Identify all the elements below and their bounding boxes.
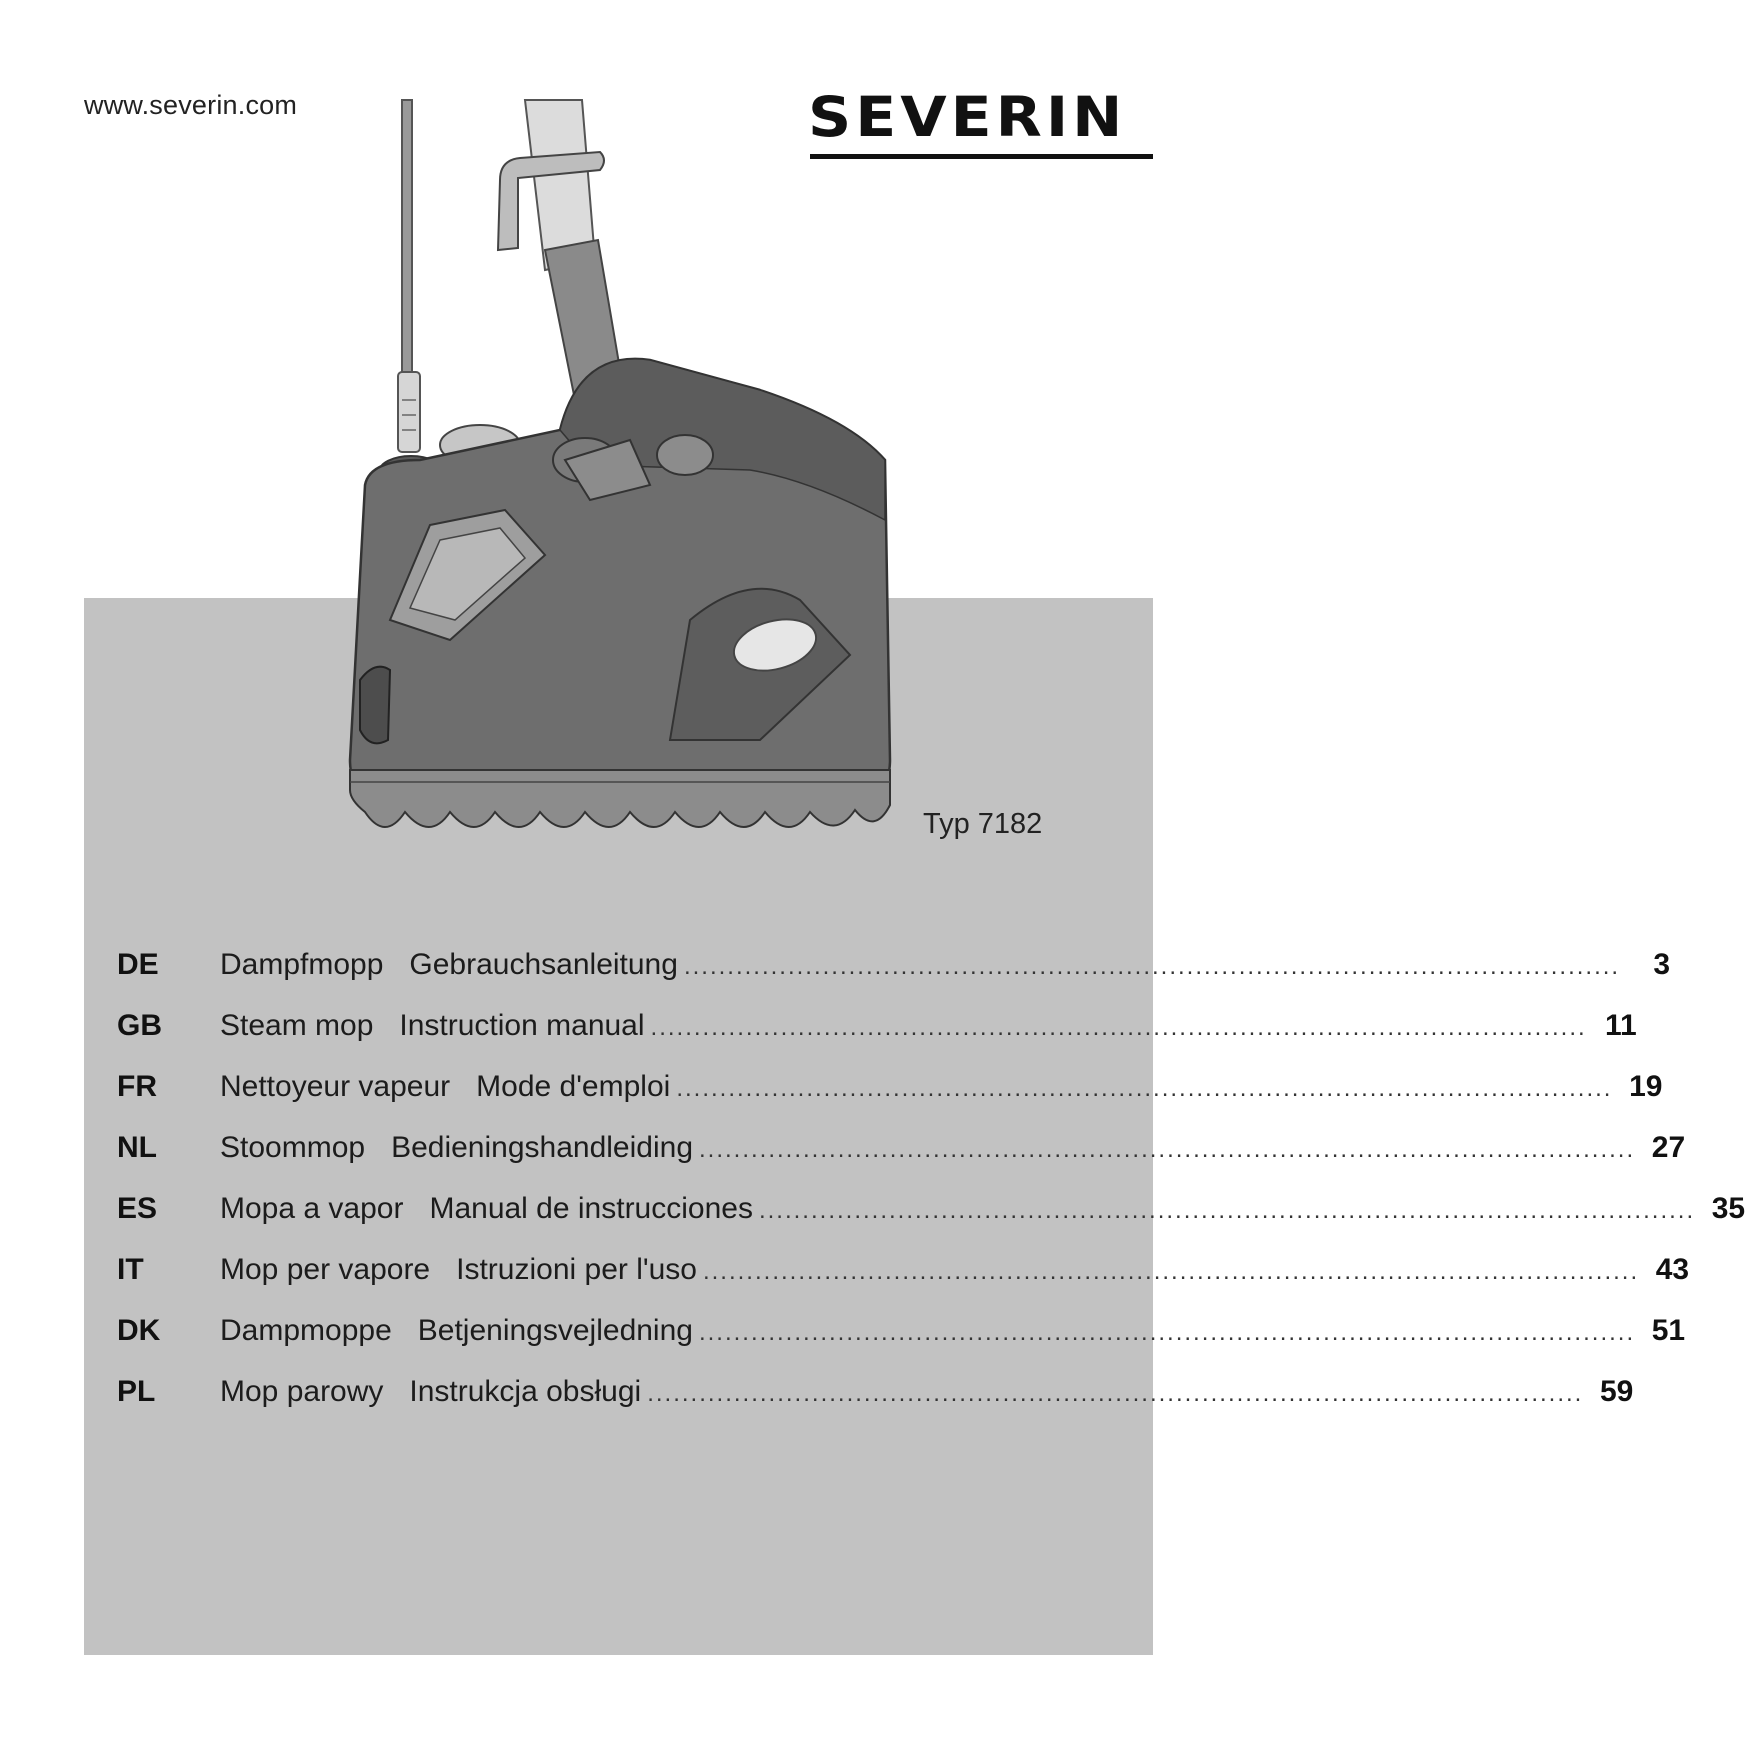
product-name: Mopa a vapor bbox=[220, 1192, 404, 1225]
toc-row-pl[interactable] bbox=[117, 1372, 1634, 1433]
page-number: 43 bbox=[1655, 1253, 1690, 1286]
toc-row-gb[interactable] bbox=[117, 1006, 1637, 1067]
manual-title: Betjeningsvejledning bbox=[417, 1314, 693, 1347]
page-number: 11 bbox=[1604, 1009, 1637, 1042]
steam-mop-illustration-icon bbox=[330, 100, 940, 860]
table-of-contents bbox=[117, 945, 1745, 1433]
dot-leader: ............................................................................................................ bbox=[698, 1319, 1636, 1346]
page-number: 3 bbox=[1653, 948, 1671, 981]
manual-title: Mode d'emploi bbox=[476, 1070, 671, 1103]
page-number: 27 bbox=[1651, 1131, 1686, 1164]
manual-title: Manual de instrucciones bbox=[429, 1192, 753, 1225]
product-name: Dampfmopp bbox=[220, 948, 384, 981]
language-code: IT bbox=[117, 1253, 144, 1286]
brand-logo-text: SEVERIN bbox=[808, 85, 1127, 150]
toc-row-it[interactable] bbox=[117, 1250, 1690, 1311]
dot-leader: ............................................................................................................ bbox=[647, 1380, 1584, 1407]
language-code: DK bbox=[117, 1314, 161, 1347]
product-name: Mop parowy bbox=[220, 1375, 384, 1408]
language-code: PL bbox=[117, 1375, 156, 1408]
product-name: Steam mop bbox=[220, 1009, 374, 1042]
page-number: 19 bbox=[1629, 1070, 1663, 1103]
manual-title: Gebrauchsanleitung bbox=[409, 948, 678, 981]
toc-row-dk[interactable] bbox=[117, 1311, 1686, 1372]
product-name: Nettoyeur vapeur bbox=[220, 1070, 451, 1103]
language-code: FR bbox=[117, 1070, 157, 1103]
dot-leader: ............................................................................................................ bbox=[702, 1258, 1640, 1285]
toc-row-de[interactable] bbox=[117, 945, 1671, 1006]
toc-row-es[interactable] bbox=[117, 1189, 1745, 1250]
toc-row-fr[interactable] bbox=[117, 1067, 1663, 1128]
manual-title: Bedieningshandleiding bbox=[391, 1131, 693, 1164]
dot-leader: ............................................................................................................ bbox=[650, 1014, 1587, 1041]
language-code: DE bbox=[117, 948, 159, 981]
page-number: 35 bbox=[1711, 1192, 1745, 1225]
manual-title: Istruzioni per l'uso bbox=[456, 1253, 697, 1286]
website-url[interactable]: www.severin.com bbox=[84, 90, 298, 120]
language-code: GB bbox=[117, 1009, 162, 1042]
manual-title: Instruction manual bbox=[399, 1009, 645, 1042]
page-number: 59 bbox=[1599, 1375, 1634, 1408]
language-code: ES bbox=[117, 1192, 158, 1225]
product-name: Stoommop bbox=[220, 1131, 366, 1164]
manual-title: Instrukcja obsługi bbox=[409, 1375, 642, 1408]
language-code: NL bbox=[117, 1131, 157, 1164]
dot-leader: ............................................................................................................ bbox=[676, 1075, 1613, 1102]
dot-leader: ............................................................................................................ bbox=[758, 1197, 1696, 1224]
page-number: 51 bbox=[1651, 1314, 1686, 1347]
dot-leader: ............................................................................................................ bbox=[699, 1136, 1636, 1163]
product-name: Dampmoppe bbox=[220, 1314, 392, 1347]
toc-row-nl[interactable] bbox=[117, 1128, 1686, 1189]
product-name: Mop per vapore bbox=[220, 1253, 431, 1286]
model-number: Typ 7182 bbox=[923, 808, 1043, 840]
dot-leader: ............................................................................................................ bbox=[683, 953, 1621, 980]
